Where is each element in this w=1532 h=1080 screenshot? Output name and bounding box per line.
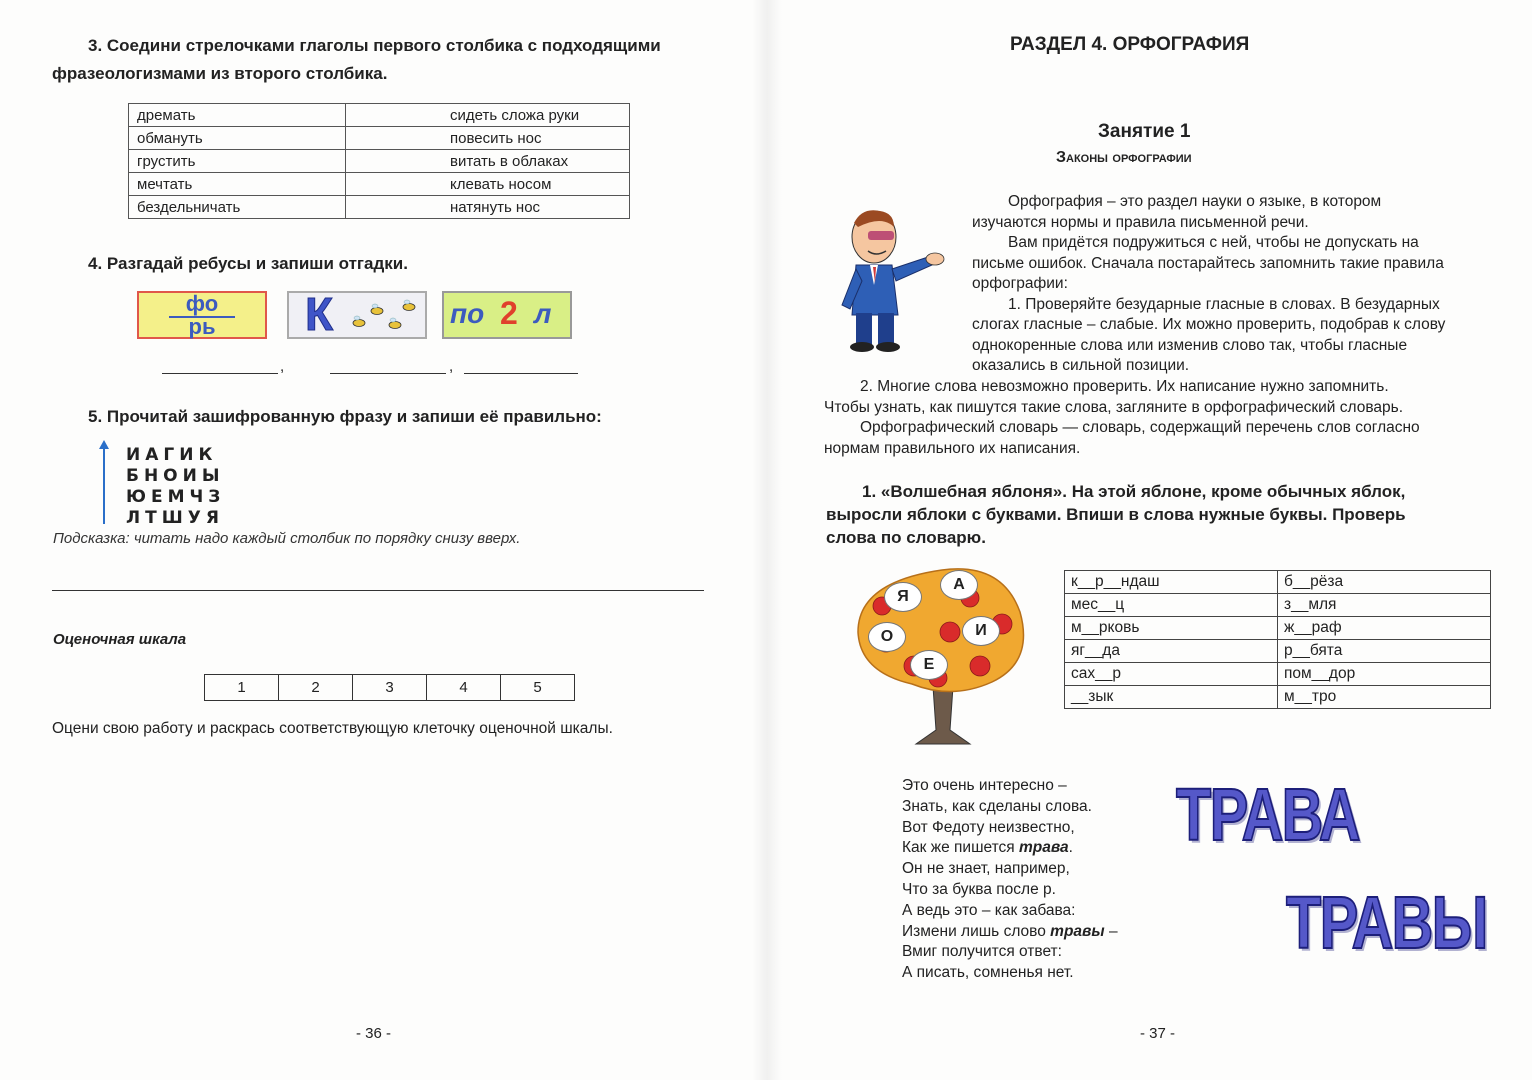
scale-cell[interactable]: 5 bbox=[501, 675, 575, 701]
rule-line: 2. Многие слова невозможно проверить. Их написание нужно запомнить. bbox=[860, 378, 1389, 395]
word-cell[interactable]: з__мля bbox=[1278, 594, 1491, 617]
scale-cell[interactable]: 2 bbox=[279, 675, 353, 701]
idiom-cell: натянуть нос bbox=[346, 196, 630, 219]
poem-emphasis: трава bbox=[1019, 839, 1069, 857]
rule-line: однокоренные слова или изменив слово так, чтобы гласные bbox=[972, 336, 1408, 354]
words-table bbox=[1064, 570, 1491, 709]
table-row bbox=[1065, 663, 1491, 686]
verb-cell: мечтать bbox=[129, 173, 346, 196]
rebus3-part2: л bbox=[534, 298, 552, 329]
poem-line: Вмиг получится ответ: bbox=[902, 943, 1062, 961]
poem-punct: . bbox=[1068, 839, 1073, 857]
dictionary-line: нормам правильного их написания. bbox=[824, 439, 1081, 457]
apple-letter: О bbox=[868, 622, 906, 652]
word-cell[interactable]: мес__ц bbox=[1065, 594, 1278, 617]
table-row bbox=[129, 104, 630, 127]
poem-line: А писать, сомненья нет. bbox=[902, 964, 1074, 982]
task3-title-line2: фразеологизмами из второго столбика. bbox=[52, 64, 388, 83]
teacher-illustration bbox=[832, 205, 952, 355]
task3-title-line1: 3. Соедини стрелочками глаголы первого столбика с подходящими bbox=[88, 36, 661, 55]
poem-line-start: Измени лишь слово bbox=[902, 922, 1051, 940]
poem-line: Он не знает, например, bbox=[902, 860, 1070, 878]
table-row bbox=[129, 173, 630, 196]
rule-line: оказались в сильной позиции. bbox=[972, 357, 1190, 374]
intro-line: орфографии: bbox=[972, 275, 1068, 292]
word-cell[interactable]: сах__р bbox=[1065, 663, 1278, 686]
idiom-cell: клевать носом bbox=[346, 173, 630, 196]
rule2-text bbox=[824, 377, 1486, 459]
poem-line: Это очень интересно – bbox=[902, 777, 1067, 794]
table-row bbox=[1065, 617, 1491, 640]
rule-line: слогах гласные – слабые. Их можно проверить, подобрав к слову bbox=[972, 316, 1446, 333]
cipher-block bbox=[126, 445, 225, 529]
up-arrow-icon bbox=[98, 440, 110, 526]
intro-line: Вам придётся подружиться с ней, чтобы не допускать на bbox=[1008, 234, 1419, 251]
lesson-title: Занятие 1 bbox=[1098, 121, 1191, 142]
task3-title bbox=[88, 32, 661, 60]
table-row bbox=[1065, 640, 1491, 663]
intro-line: Орфография – это раздел науки о языке, в котором bbox=[1008, 193, 1382, 210]
rebus1-bottom: рь bbox=[188, 314, 216, 339]
poem-line-start: Как же пишется bbox=[902, 839, 1019, 857]
idiom-cell: витать в облаках bbox=[346, 150, 630, 173]
cipher-row: ЮЕМЧЗ bbox=[126, 487, 226, 507]
task1-line: 1. «Волшебная яблоня». На этой яблоне, кроме обычных яблок, bbox=[862, 482, 1406, 501]
verb-cell: обмануть bbox=[129, 127, 346, 150]
bees-icon bbox=[347, 297, 423, 337]
table-row bbox=[129, 150, 630, 173]
poem-line: А ведь это – как забава: bbox=[902, 901, 1076, 919]
table-row bbox=[1065, 594, 1491, 617]
idiom-cell: повесить нос bbox=[346, 127, 630, 150]
task1-line: слова по словарю. bbox=[826, 528, 986, 547]
verb-cell: дремать bbox=[129, 104, 346, 127]
word-cell[interactable]: к__р__ндаш bbox=[1065, 571, 1278, 594]
task1-line: выросли яблоки с буквами. Впиши в слова нужные буквы. Проверь bbox=[826, 505, 1406, 524]
intro-text bbox=[972, 192, 1486, 377]
rating-scale bbox=[204, 674, 575, 701]
scale-instruction: Оцени свою работу и раскрась соответствующую клеточку оценочной шкалы. bbox=[52, 720, 613, 737]
comma: , bbox=[449, 358, 454, 375]
apple-letter: Е bbox=[910, 650, 948, 680]
dictionary-line: Орфографический словарь — словарь, содержащий перечень слов согласно bbox=[860, 419, 1420, 436]
answer-blank[interactable] bbox=[330, 373, 446, 374]
verb-cell: грустить bbox=[129, 150, 346, 173]
poem-line: Что за буква после р. bbox=[902, 880, 1056, 898]
word-cell[interactable]: р__бята bbox=[1278, 640, 1491, 663]
poem-emphasis: травы bbox=[1050, 922, 1105, 940]
table-row bbox=[1065, 686, 1491, 709]
rebus-fraction bbox=[137, 291, 267, 339]
section-title: РАЗДЕЛ 4. ОРФОГРАФИЯ bbox=[1010, 34, 1250, 55]
poem-line: Знать, как сделаны слова. bbox=[902, 797, 1092, 815]
poem-line bbox=[902, 922, 1118, 943]
answer-blank[interactable] bbox=[464, 373, 578, 374]
table-row bbox=[129, 127, 630, 150]
word-cell[interactable]: пом__дор bbox=[1278, 663, 1491, 686]
rebus2-letter: К bbox=[305, 288, 334, 340]
rebus3-part1: по bbox=[450, 298, 485, 329]
apple-letter: И bbox=[962, 616, 1000, 646]
comma: , bbox=[280, 358, 285, 375]
scale-label: Оценочная шкала bbox=[53, 631, 187, 648]
scale-cell[interactable]: 4 bbox=[427, 675, 501, 701]
table-row bbox=[1065, 571, 1491, 594]
rule-line: Чтобы узнать, как пишутся такие слова, загляните в орфографический словарь. bbox=[824, 398, 1404, 416]
apple-letter: А bbox=[940, 570, 978, 600]
answer-line[interactable] bbox=[52, 590, 704, 591]
poem-line: Вот Федоту неизвестно, bbox=[902, 818, 1075, 836]
rebus-po-2-l bbox=[442, 291, 572, 339]
task1-text bbox=[826, 480, 1488, 549]
lesson-subtitle: Законы орфографии bbox=[1056, 149, 1192, 166]
word-cell[interactable]: ж__раф bbox=[1278, 617, 1491, 640]
poem bbox=[902, 776, 1118, 984]
rule-line: 1. Проверяйте безударные гласные в словах. В безударных bbox=[1008, 295, 1440, 313]
answer-blank[interactable] bbox=[162, 373, 278, 374]
cipher-row: ЛТШУЯ bbox=[126, 508, 224, 528]
word-cell[interactable]: яг__да bbox=[1065, 640, 1278, 663]
cipher-row: ИАГИК bbox=[126, 445, 218, 465]
word-cell[interactable]: м__тро bbox=[1278, 686, 1491, 709]
verb-cell: бездельничать bbox=[129, 196, 346, 219]
task5-title: 5. Прочитай зашифрованную фразу и запиши её правильно: bbox=[88, 407, 602, 426]
big-word-trava: ТРАВА bbox=[1176, 773, 1360, 856]
apple-tree bbox=[852, 562, 1030, 746]
right-page bbox=[766, 0, 1532, 1080]
cipher-row: БНОИЫ bbox=[126, 466, 225, 486]
page-number: - 36 - bbox=[356, 1025, 392, 1042]
intro-line: письме ошибок. Сначала постарайтесь запомнить такие правила bbox=[972, 254, 1444, 272]
table-row bbox=[129, 196, 630, 219]
phraseology-table bbox=[128, 103, 630, 219]
word-cell[interactable]: б__рёза bbox=[1278, 571, 1491, 594]
hint-text: Подсказка: читать надо каждый столбик по порядку снизу вверх. bbox=[53, 530, 521, 547]
big-word-travy: ТРАВЫ bbox=[1286, 881, 1487, 964]
word-cell[interactable]: __зык bbox=[1065, 686, 1278, 709]
rebus-letter-bees bbox=[287, 288, 427, 340]
rebus3-number: 2 bbox=[500, 295, 518, 331]
page-number: - 37 - bbox=[1140, 1025, 1176, 1042]
poem-line bbox=[902, 838, 1118, 859]
word-cell[interactable]: м__рковь bbox=[1065, 617, 1278, 640]
poem-punct: – bbox=[1104, 922, 1118, 940]
task4-title: 4. Разгадай ребусы и запиши отгадки. bbox=[88, 254, 408, 273]
intro-line: изучаются нормы и правила письменной речи. bbox=[972, 213, 1309, 231]
rebus1-top: фо bbox=[185, 291, 219, 316]
idiom-cell: сидеть сложа руки bbox=[346, 104, 630, 127]
scale-cell[interactable]: 3 bbox=[353, 675, 427, 701]
apple-letter: Я bbox=[884, 582, 922, 612]
scale-cell[interactable]: 1 bbox=[205, 675, 279, 701]
